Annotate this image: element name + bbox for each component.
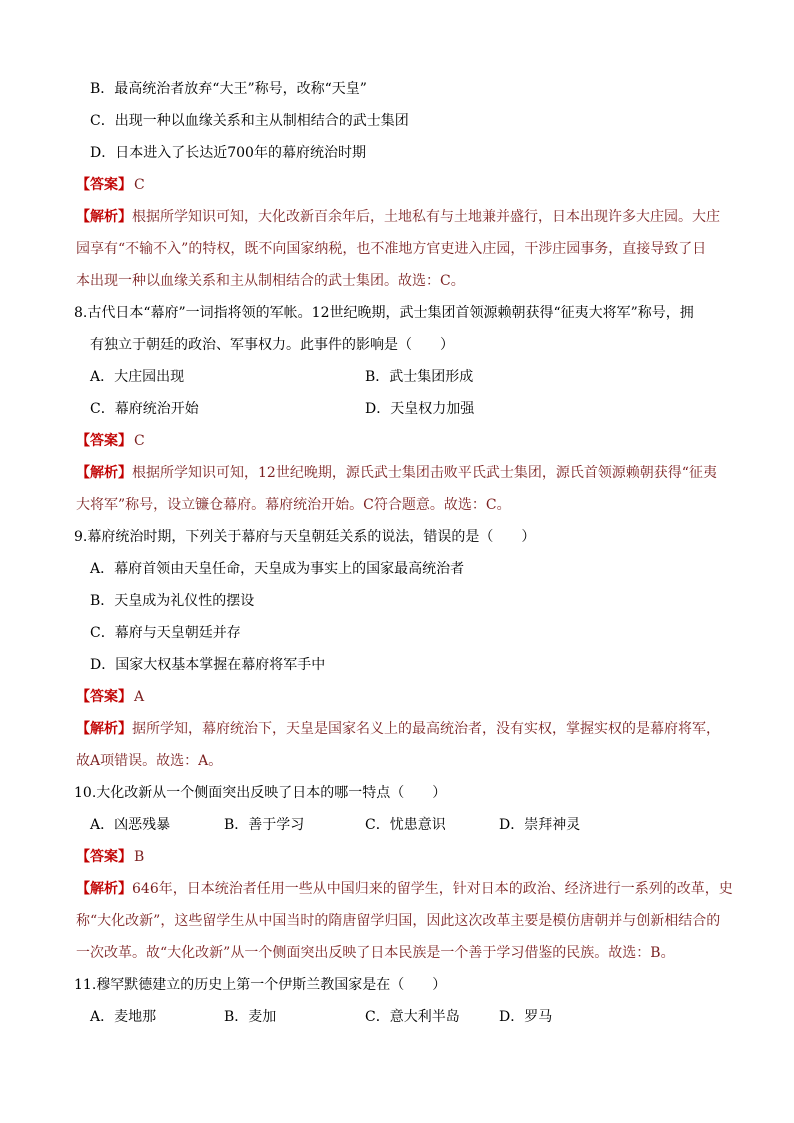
q11-option-b: B．麦加 — [224, 1009, 277, 1025]
answer-tag: 【答案】 — [76, 177, 132, 193]
analysis-text: 据所学知，幕府统治下，天皇是国家名义上的最高统治者，没有实权，掌握实权的是幕府将军， — [132, 721, 720, 737]
q10-analysis-line-2: 称“大化改新”，这些留学生从中国当时的隋唐留学归国，因此这次改革主要是模仿唐朝并与创新相结合的 — [76, 913, 721, 929]
q10-option-c: C．忧患意识 — [365, 817, 446, 833]
q9-option-d: D．国家大权基本掌握在幕府将军手中 — [90, 657, 326, 673]
q11-option-d: D．罗马 — [499, 1009, 553, 1025]
q11-stem: 11.穆罕默德建立的历史上第一个伊斯兰教国家是在（ ） — [74, 977, 447, 993]
analysis-text: 根据所学知识可知，12世纪晚期，源氏武士集团击败平氏武士集团，源氏首领源赖朝获得“征夷 — [132, 465, 717, 481]
analysis-text: 646年，日本统治者任用一些从中国归来的留学生，针对日本的政治、经济进行一系列的改革，史 — [132, 881, 733, 897]
q8-option-a: A．大庄园出现 — [90, 369, 185, 385]
q10-option-a: A．凶恶残暴 — [90, 817, 171, 833]
analysis-tag: 【解析】 — [76, 721, 132, 737]
answer-value: C — [134, 433, 145, 449]
answer-tag: 【答案】 — [76, 849, 132, 865]
analysis-tag: 【解析】 — [76, 881, 132, 897]
q9-option-b: B．天皇成为礼仪性的摆设 — [90, 593, 255, 609]
q8-option-b: B．武士集团形成 — [365, 369, 474, 385]
q9-option-a: A．幕府首领由天皇任命，天皇成为事实上的国家最高统治者 — [90, 561, 465, 577]
q8-stem-line-2: 有独立于朝廷的政治、军事权力。此事件的影响是（ ） — [90, 337, 454, 353]
q7-option-b: B．最高统治者放弃“大王”称号，改称“天皇” — [90, 81, 367, 97]
q9-option-c: C．幕府与天皇朝廷并存 — [90, 625, 241, 641]
q8-analysis-line-1 — [76, 463, 717, 483]
answer-value: A — [134, 689, 145, 705]
q9-answer — [76, 687, 144, 707]
q10-option-d: D．崇拜神灵 — [499, 817, 581, 833]
q7-analysis-line-1 — [76, 207, 720, 227]
q10-stem: 10.大化改新从一个侧面突出反映了日本的哪一特点（ ） — [74, 785, 447, 801]
analysis-text: 根据所学知识可知，大化改新百余年后，土地私有与土地兼并盛行，日本出现许多大庄园。大庄 — [132, 209, 720, 225]
q10-analysis-line-1 — [76, 879, 733, 899]
q8-analysis-line-2: 大将军”称号，设立镰仓幕府。幕府统治开始。C符合题意。故选：C。 — [76, 497, 511, 513]
q7-answer — [76, 175, 145, 195]
q8-answer — [76, 431, 145, 451]
q10-analysis-line-3: 一次改革。故“大化改新”从一个侧面突出反映了日本民族是一个善于学习借鉴的民族。故选：B。 — [76, 945, 675, 961]
q8-option-d: D．天皇权力加强 — [365, 401, 475, 417]
answer-value: B — [134, 849, 145, 865]
answer-value: C — [134, 177, 145, 193]
answer-tag: 【答案】 — [76, 433, 132, 449]
q7-analysis-line-2: 园享有“不输不入”的特权，既不向国家纳税，也不准地方官吏进入庄园，干涉庄园事务，直接导致了日 — [76, 241, 707, 257]
q8-stem-line-1: 8.古代日本“幕府”一词指将领的军帐。12世纪晚期，武士集团首领源赖朝获得“征夷大将军”称号，拥 — [74, 305, 694, 321]
q11-option-c: C．意大利半岛 — [365, 1009, 460, 1025]
q9-stem: 9.幕府统治时期，下列关于幕府与天皇朝廷关系的说法，错误的是（ ） — [74, 529, 536, 545]
q8-option-c: C．幕府统治开始 — [90, 401, 199, 417]
q9-analysis-line-2: 故A项错误。故选：A。 — [76, 753, 223, 769]
analysis-tag: 【解析】 — [76, 465, 132, 481]
q7-analysis-line-3: 本出现一种以血缘关系和主从制相结合的武士集团。故选：C。 — [76, 273, 465, 289]
answer-tag: 【答案】 — [76, 689, 132, 705]
q7-option-d: D．日本进入了长达近700年的幕府统治时期 — [90, 145, 366, 161]
analysis-tag: 【解析】 — [76, 209, 132, 225]
q11-option-a: A．麦地那 — [90, 1009, 157, 1025]
q9-analysis-line-1 — [76, 719, 720, 739]
q10-option-b: B．善于学习 — [224, 817, 305, 833]
q7-option-c: C．出现一种以血缘关系和主从制相结合的武士集团 — [90, 113, 409, 129]
q10-answer — [76, 847, 144, 867]
